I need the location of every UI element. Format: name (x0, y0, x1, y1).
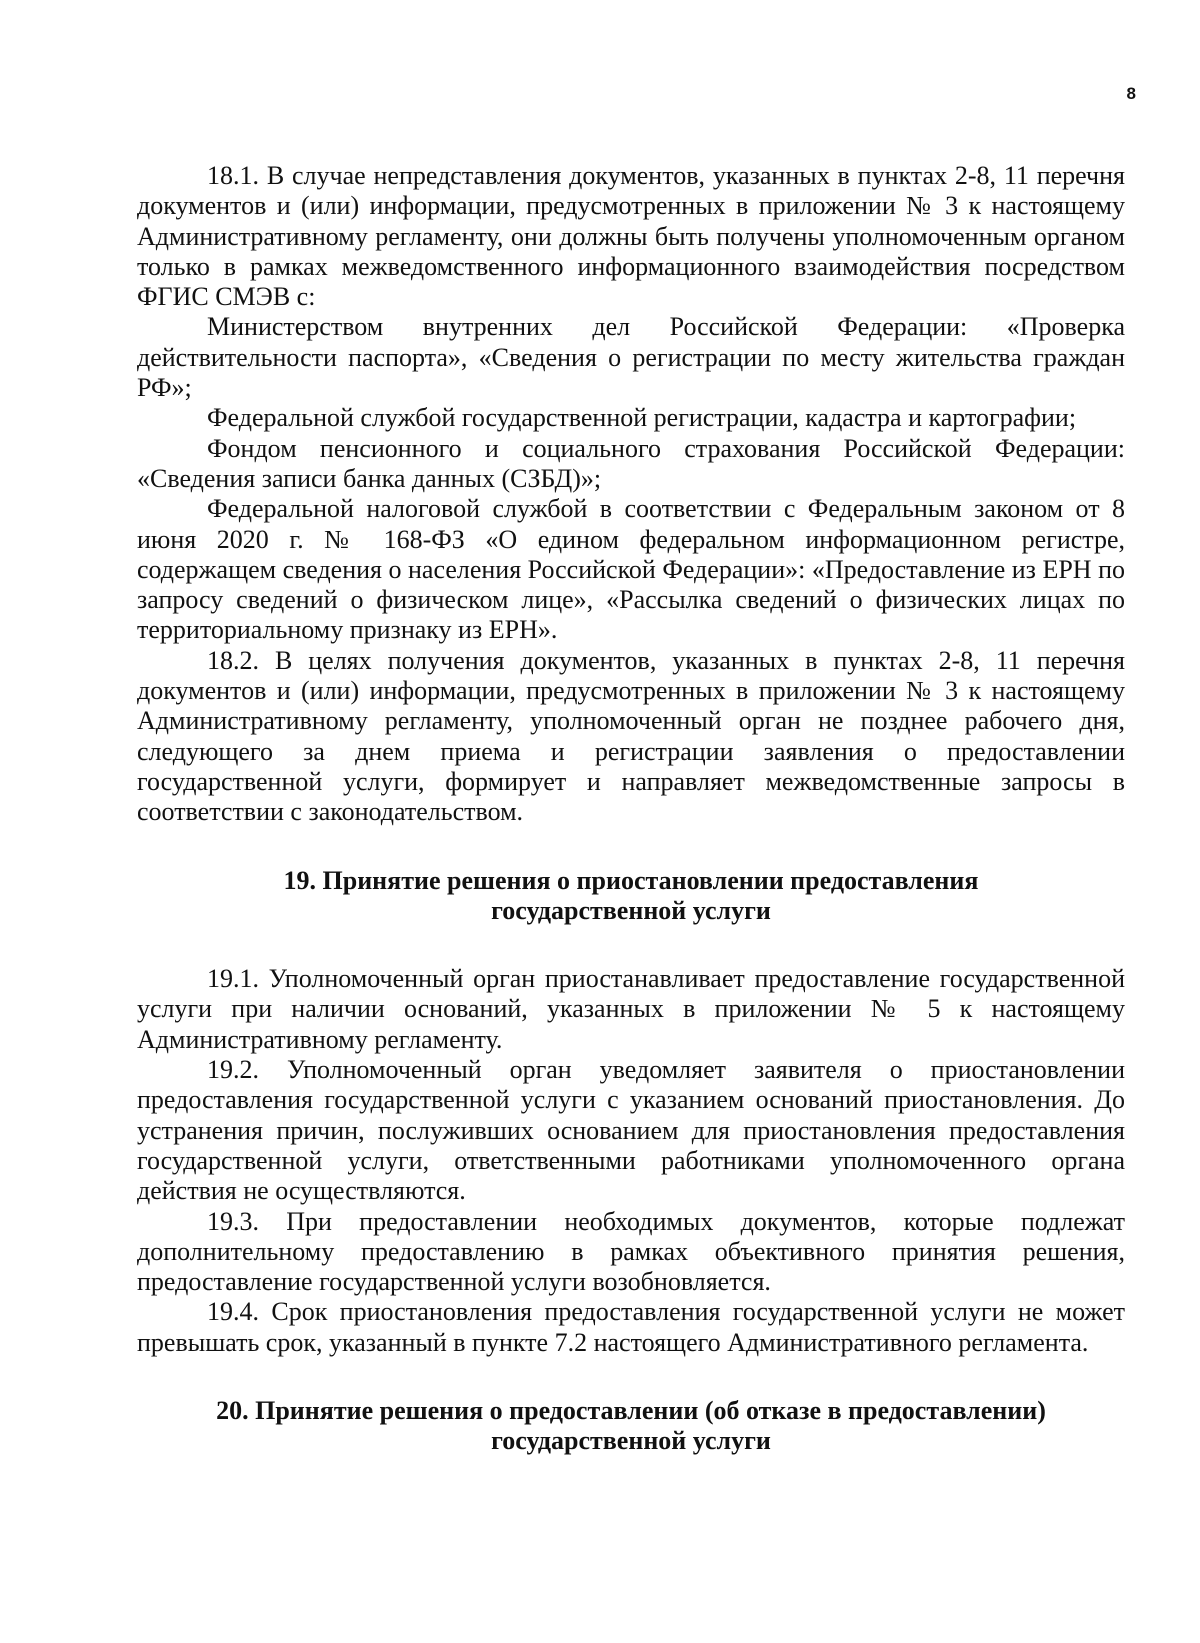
paragraph-19-1: 19.1. Уполномоченный орган приостанавливает предоставление государственной услуги при наличии оснований, указанных в приложении № 5 к настоящему Административному регламенту. (137, 964, 1125, 1054)
paragraph-mvd: Министерством внутренних дел Российской Федерации: «Проверка действительности паспорта», «Сведения о регистрации по месту жительства граждан РФ»; (137, 312, 1125, 403)
section-19-heading (137, 866, 1125, 927)
paragraph-19-2: 19.2. Уполномоченный орган уведомляет заявителя о приостановлении предоставления государственной услуги с указанием оснований приостановления. До устранения причин, послуживших основанием для приостановления предоставления государственной услуги, ответственными работниками уполномоченного органа действия не осуществляются. (137, 1055, 1125, 1206)
paragraph-fns: Федеральной налоговой службой в соответствии с Федеральным законом от 8 июня 2020 г. № 168-ФЗ «О едином федеральном информационном регистре, содержащем сведения о населения Российской Федерации»: «Предоставление из ЕРН по запросу сведений о физическом лице», «Рассылка сведений о физических лицах по территориальному признаку из ЕРН». (137, 494, 1125, 645)
page-number: 8 (1126, 84, 1136, 103)
section-20-heading-line-2: государственной услуги (491, 1426, 771, 1456)
paragraph-18-2: 18.2. В целях получения документов, указанных в пунктах 2-8, 11 перечня документов и (или) информации, предусмотренных в приложении № 3 к настоящему Административному регламенту, уполномоченный орган не позднее рабочего дня, следующего за днем приема и регистрации заявления о предоставлении государственной услуги, формирует и направляет межведомственные запросы в соответствии с законодательством. (137, 645, 1125, 827)
section-20-heading-line-1: 20. Принятие решения о предоставлении (об отказе в предоставлении) (216, 1395, 1046, 1425)
paragraph-rosreestr: Федеральной службой государственной регистрации, кадастра и картографии; (207, 403, 1077, 433)
section-19-heading-line-1: 19. Принятие решения о приостановлении предоставления (283, 865, 979, 895)
document-body (137, 161, 1125, 1457)
paragraph-19-4: 19.4. Срок приостановления предоставления государственной услуги не может превышать срок, указанный в пункте 7.2 настоящего Административного регламента. (137, 1297, 1125, 1357)
section-20-heading (137, 1396, 1125, 1457)
section-19-heading-line-2: государственной услуги (491, 895, 771, 925)
paragraph-18-1: 18.1. В случае непредставления документов, указанных в пунктах 2-8, 11 перечня документов и (или) информации, предусмотренных в приложении № 3 к настоящему Административному регламенту, они должны быть получены уполномоченным органом только в рамках межведомственного информационного взаимодействия посредством ФГИС СМЭВ с: (137, 161, 1125, 312)
paragraph-19-3: 19.3. При предоставлении необходимых документов, которые подлежат дополнительному предоставлению в рамках объективного принятия решения, предоставление государственной услуги возобновляется. (137, 1206, 1125, 1297)
paragraph-sfr: Фондом пенсионного и социального страхования Российской Федерации: «Сведения записи банка данных (СЗБД)»; (137, 433, 1125, 493)
